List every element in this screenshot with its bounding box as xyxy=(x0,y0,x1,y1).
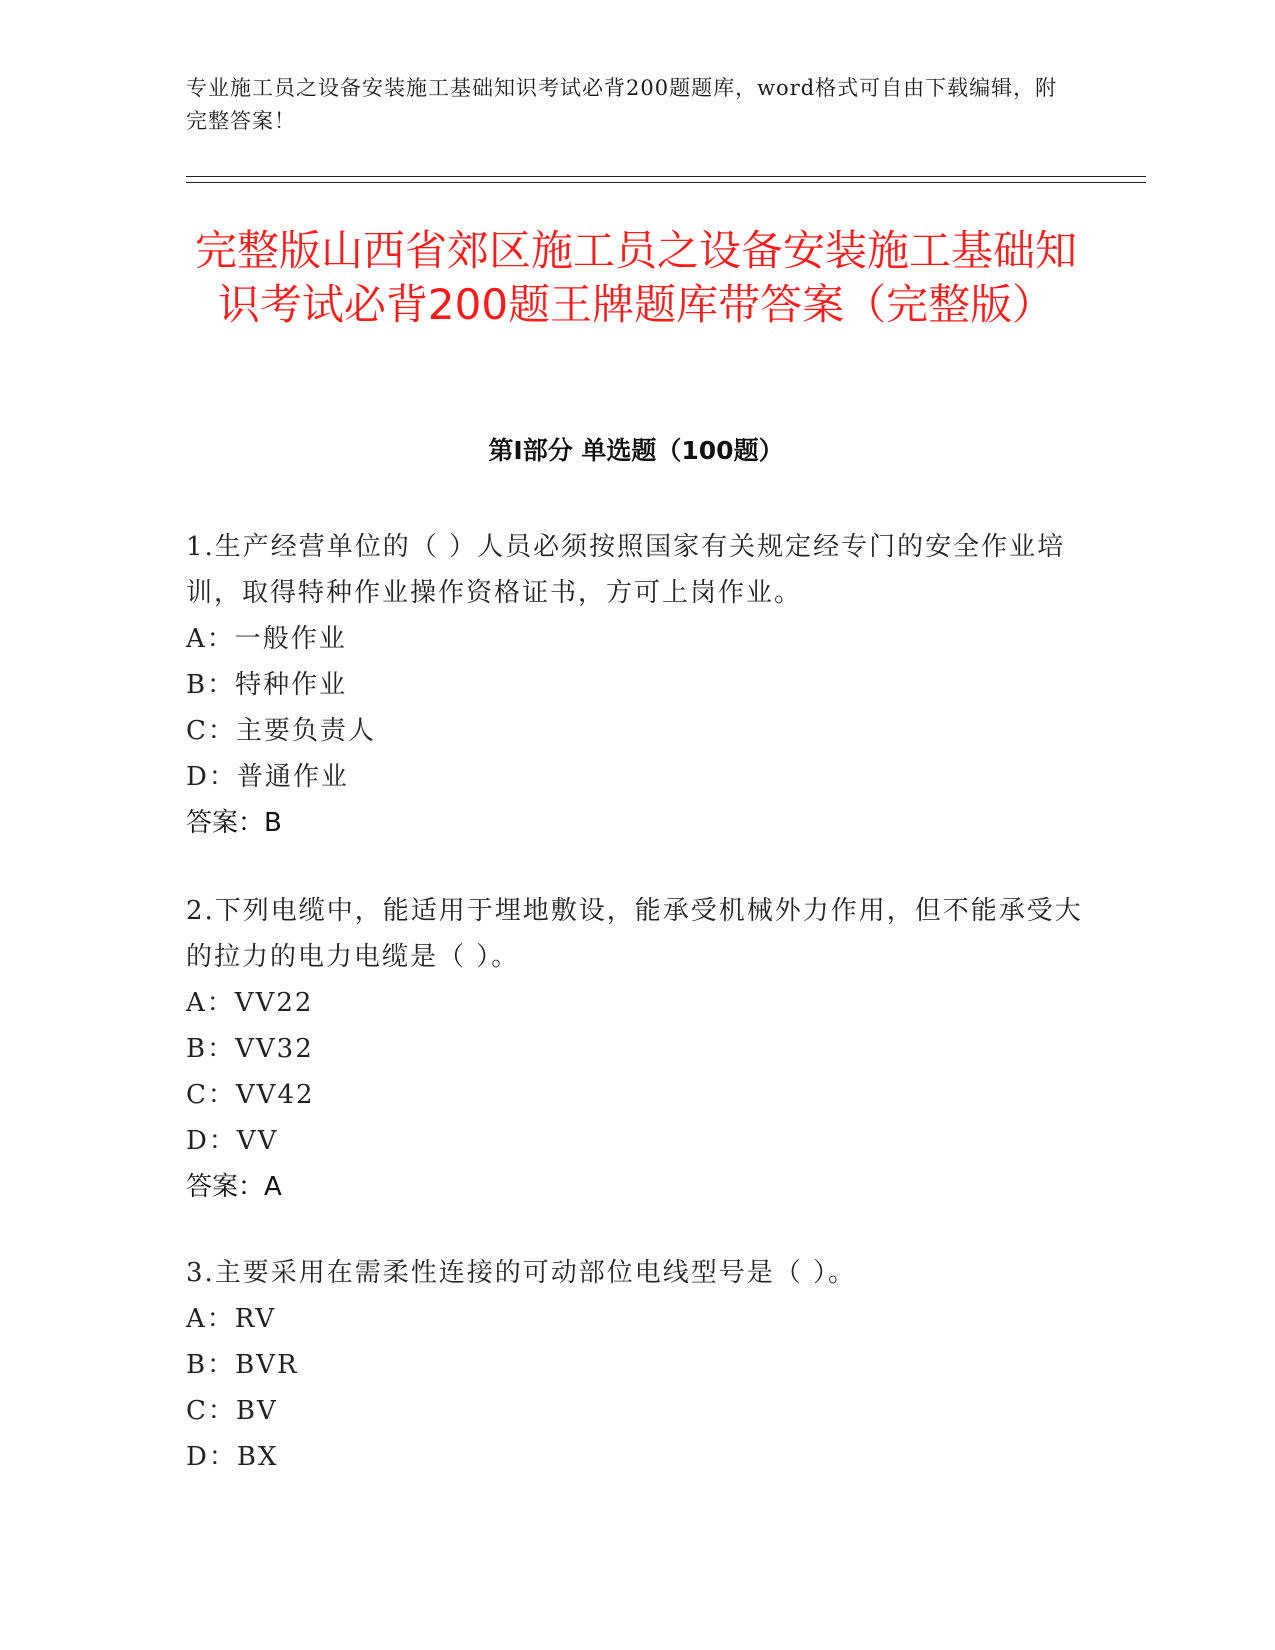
question-stem: 3.主要采用在需柔性连接的可动部位电线型号是（ ）。 xyxy=(186,1258,857,1288)
option-b: B：特种作业 xyxy=(186,670,348,700)
section-heading: 第Ⅰ部分 单选题（100题） xyxy=(488,436,784,465)
document-title: 完整版山西省郊区施工员之设备安装施工基础知识考试必背200题王牌题库带答案（完整版） xyxy=(194,226,1077,329)
option-c: C：BV xyxy=(186,1396,278,1426)
option-d: D：VV xyxy=(186,1126,279,1156)
question-stem: 1.生产经营单位的（ ）人员必须按照国家有关规定经专门的安全作业培训，取得特种作业操作资格证书，方可上岗作业。 xyxy=(186,532,1066,608)
option-d: D：普通作业 xyxy=(186,762,349,792)
question-stem: 2.下列电缆中，能适用于埋地敷设，能承受机械外力作用，但不能承受大的拉力的电力电缆是（ ）。 xyxy=(186,896,1083,972)
option-d: D：BX xyxy=(186,1442,279,1472)
answer: 答案：A xyxy=(186,1172,282,1202)
page-header: 专业施工员之设备安装施工基础知识考试必背200题题库，word格式可自由下载编辑，附完整答案！ xyxy=(186,76,1058,133)
question-1 xyxy=(186,524,1086,846)
option-c: C：VV42 xyxy=(186,1080,315,1110)
question-3 xyxy=(186,1250,1086,1480)
header-rule-top xyxy=(186,176,1146,177)
option-a: A：一般作业 xyxy=(186,624,347,654)
answer: 答案：B xyxy=(186,808,282,838)
option-c: C：主要负责人 xyxy=(186,716,376,746)
option-b: B：BVR xyxy=(186,1350,299,1380)
question-2 xyxy=(186,888,1086,1210)
option-a: A：RV xyxy=(186,1304,277,1334)
option-b: B：VV32 xyxy=(186,1034,314,1064)
header-rule-bottom xyxy=(186,182,1146,183)
option-a: A：VV22 xyxy=(186,988,314,1018)
